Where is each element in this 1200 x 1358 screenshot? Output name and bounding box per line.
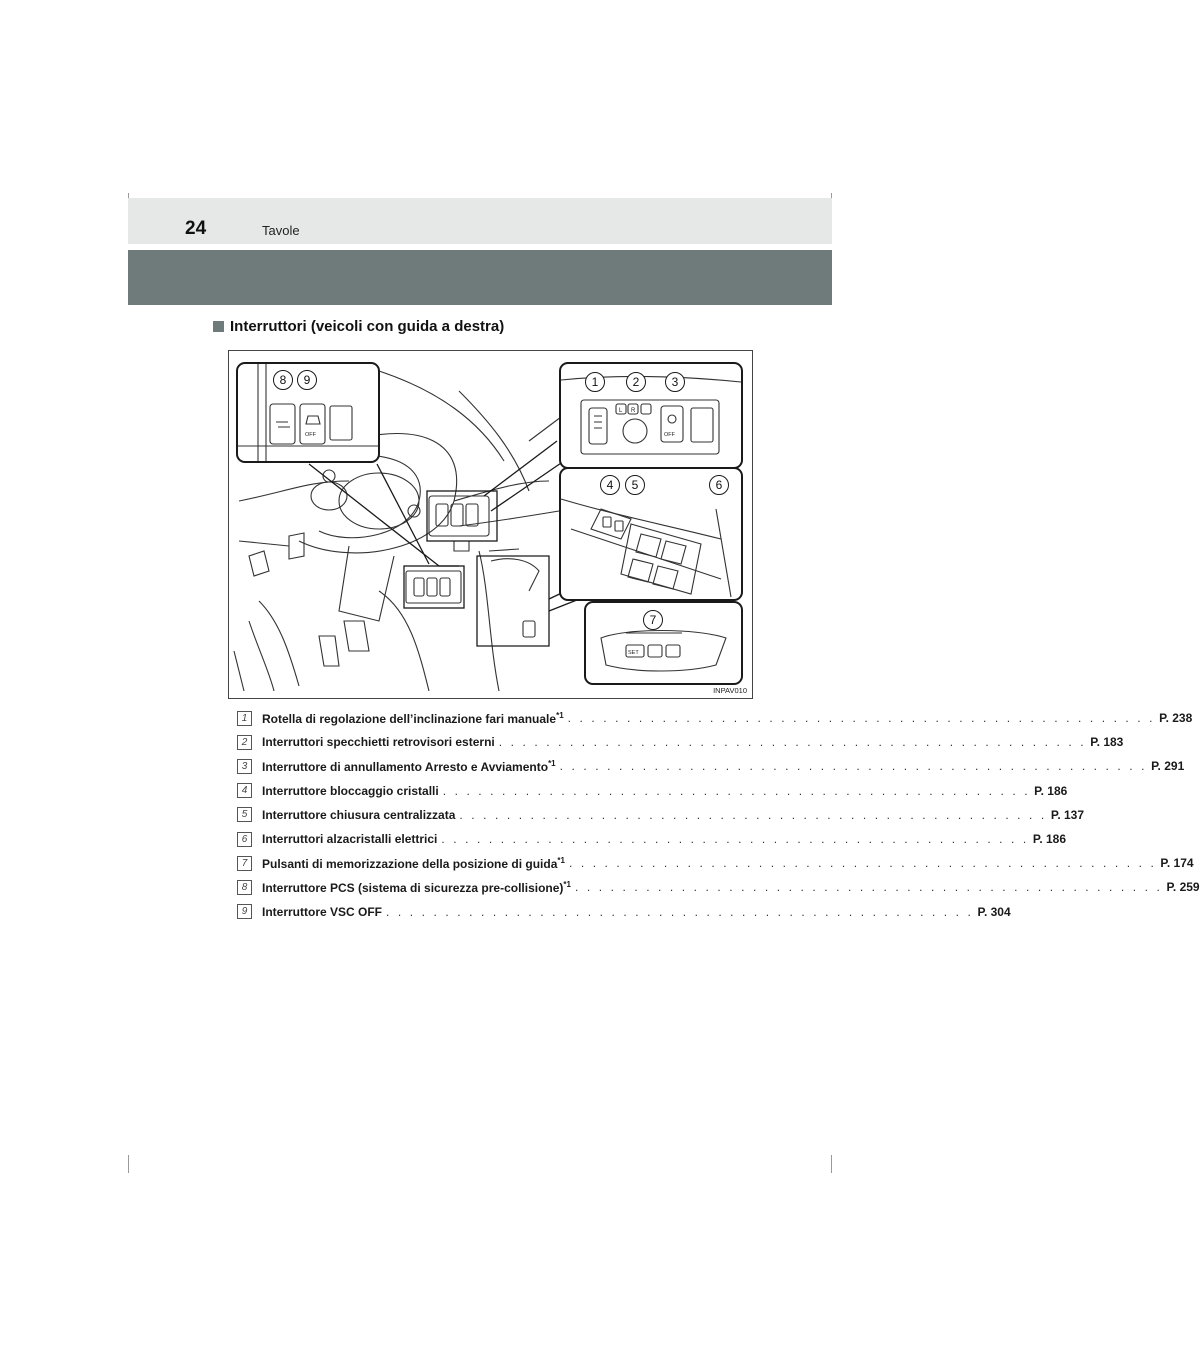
leader-dots: . . . . . . . . . . . . . . . . . . . . . . . . . . . . . . . . . . . . . . . . . . . . . . . . . .	[498, 735, 1087, 750]
legend-item-label: Interruttore VSC OFF	[262, 904, 383, 919]
leader-dots: . . . . . . . . . . . . . . . . . . . . . . . . . . . . . . . . . . . . . . . . . . . . . . . . . .	[574, 880, 1163, 895]
legend-item-label: Pulsanti di memorizzazione della posizione di guida$^{*1}$	[262, 855, 565, 871]
legend-item-label: Interruttore chiusura centralizzata	[262, 807, 456, 822]
legend-item-label: Interruttore PCS (sistema di sicurezza pre-collisione)$^{*1}$	[262, 879, 571, 895]
section-heading-text: Interruttori (veicoli con guida a destra)	[230, 318, 505, 335]
vsc-off-label: OFF	[305, 432, 316, 438]
legend-item-label: Interruttori alzacristalli elettrici	[262, 832, 438, 847]
callout-5: 5	[625, 475, 645, 495]
leader-dots: . . . . . . . . . . . . . . . . . . . . . . . . . . . . . . . . . . . . . . . . . . . . . . . . . .	[459, 807, 1047, 822]
callout-3: 3	[665, 372, 685, 392]
legend-item-page: P. 186	[1032, 832, 1067, 847]
legend-item-number: 6	[237, 832, 252, 847]
legend-item	[237, 706, 1193, 730]
legend-item-page: P. 259	[1166, 880, 1200, 895]
memory-set-label: SET	[628, 650, 639, 656]
stop-start-off-label: OFF	[664, 432, 675, 438]
dashboard-switch-figure	[228, 350, 753, 699]
legend-item-number: 4	[237, 783, 252, 798]
callout-9: 9	[297, 370, 317, 390]
footnote-marker: *1	[557, 855, 565, 865]
legend-item-page: P. 137	[1050, 807, 1085, 822]
legend-item-label: Interruttore di annullamento Arresto e Avviamento$^{*1}$	[262, 758, 556, 774]
crop-mark	[831, 1155, 832, 1173]
legend-item	[237, 803, 1085, 827]
page-section-title: Tavole	[262, 223, 300, 238]
legend-item-label: Interruttori specchietti retrovisori esterni	[262, 735, 495, 750]
legend-item	[237, 900, 1011, 924]
legend-item-number: 5	[237, 807, 252, 822]
legend-item-page: P. 186	[1034, 783, 1068, 798]
switch-legend-list	[237, 706, 1200, 924]
page-number: 24	[185, 218, 207, 239]
legend-item	[237, 851, 1194, 875]
crop-mark	[128, 1155, 129, 1173]
footnote-marker: *1	[563, 879, 571, 889]
callout-1: 1	[585, 372, 605, 392]
mirror-l-label: L	[619, 408, 623, 414]
legend-item	[237, 730, 1124, 754]
leader-dots: . . . . . . . . . . . . . . . . . . . . . . . . . . . . . . . . . . . . . . . . . . . . . . . . . .	[568, 856, 1157, 871]
legend-item-number: 9	[237, 904, 252, 919]
legend-item-page: P. 174	[1160, 856, 1194, 871]
legend-item-label: Rotella di regolazione dell’inclinazione fari manuale$^{*1}$	[262, 710, 564, 726]
legend-item-number: 3	[237, 759, 252, 774]
mirror-r-label: R	[631, 408, 636, 414]
legend-item-number: 7	[237, 856, 252, 871]
legend-item-number: 1	[237, 711, 252, 726]
legend-item	[237, 875, 1200, 899]
callout-7: 7	[643, 610, 663, 630]
footnote-marker: *1	[556, 710, 564, 720]
leader-dots: . . . . . . . . . . . . . . . . . . . . . . . . . . . . . . . . . . . . . . . . . . . . . . . . . .	[441, 832, 1029, 847]
page-header-bar	[128, 198, 832, 244]
legend-item-page: P. 183	[1090, 735, 1124, 750]
legend-item-label: Interruttore bloccaggio cristalli	[262, 783, 439, 798]
memory-switch-drawing	[586, 603, 741, 683]
legend-item-number: 2	[237, 735, 252, 750]
callout-8: 8	[273, 370, 293, 390]
legend-item	[237, 779, 1068, 803]
leader-dots: . . . . . . . . . . . . . . . . . . . . . . . . . . . . . . . . . . . . . . . . . . . . . . . . . .	[386, 904, 974, 919]
legend-item	[237, 827, 1067, 851]
legend-item-page: P. 304	[977, 904, 1011, 919]
callout-4: 4	[600, 475, 620, 495]
inset-memory-seat	[584, 601, 743, 685]
section-heading	[213, 318, 504, 335]
leader-dots: . . . . . . . . . . . . . . . . . . . . . . . . . . . . . . . . . . . . . . . . . . . . . . . . . .	[442, 783, 1031, 798]
heading-square-icon	[213, 321, 224, 332]
leader-dots: . . . . . . . . . . . . . . . . . . . . . . . . . . . . . . . . . . . . . . . . . . . . . . . . . .	[567, 711, 1156, 726]
callout-6: 6	[709, 475, 729, 495]
footnote-marker: *1	[548, 758, 556, 768]
legend-item-number: 8	[237, 880, 252, 895]
page-title-bar	[128, 250, 832, 305]
leader-dots: . . . . . . . . . . . . . . . . . . . . . . . . . . . . . . . . . . . . . . . . . . . . . . . . . .	[559, 759, 1148, 774]
legend-item-page: P. 291	[1151, 759, 1185, 774]
figure-id: INPAV010	[713, 686, 747, 695]
legend-item	[237, 754, 1185, 778]
legend-item-page: P. 238	[1159, 711, 1193, 726]
callout-2: 2	[626, 372, 646, 392]
